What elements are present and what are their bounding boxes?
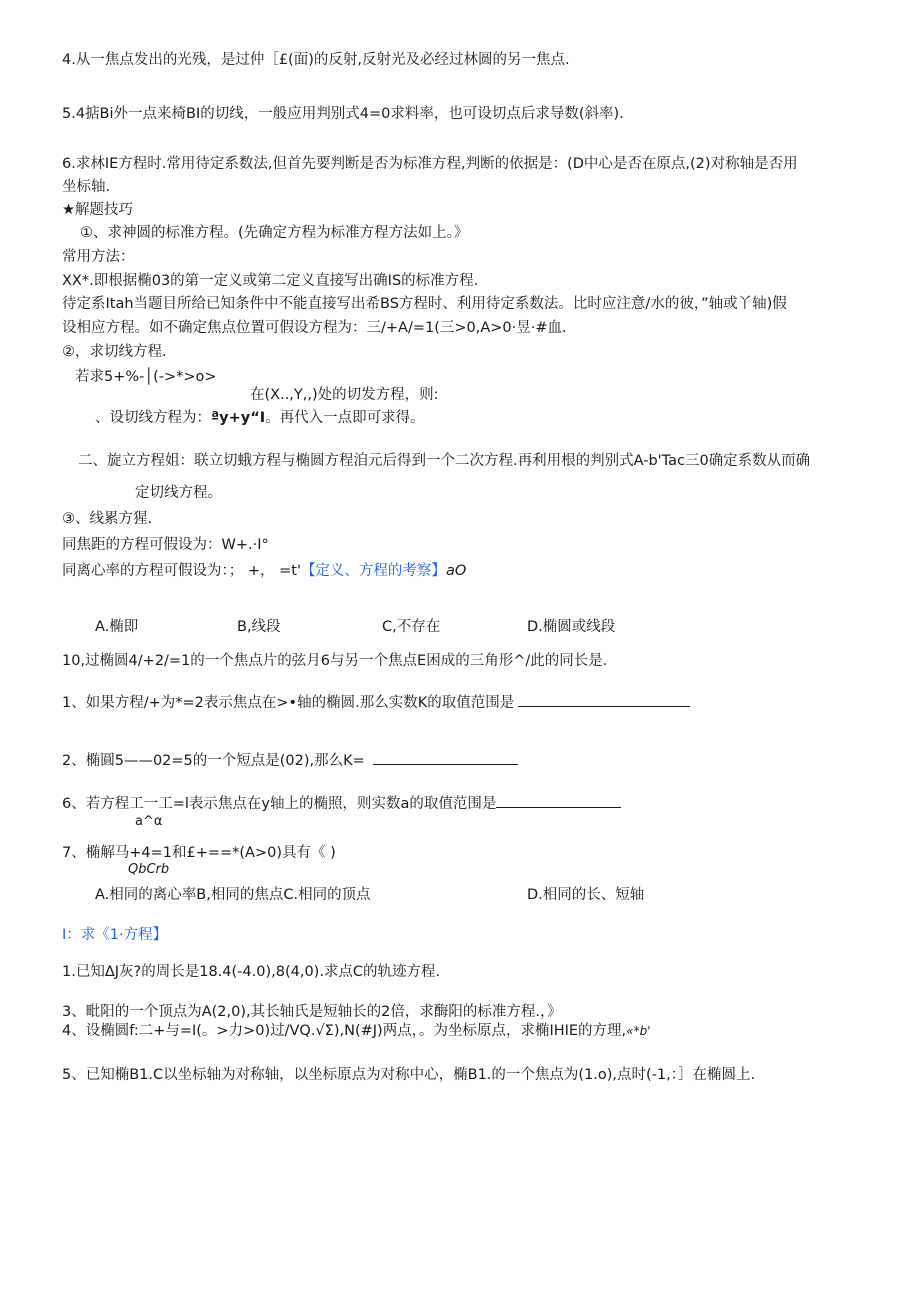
question-text: 2、椭圓5——02=5的一个短点是(02),那么K= (62, 753, 365, 769)
text-span: 同离心率的方程可假设为：； +， =t' (62, 563, 301, 579)
question-6 (62, 793, 621, 814)
formula-span: «*b' (626, 1024, 651, 1038)
problem-3: 3、毗阳的一个顶点为A(2,0),其长轴氏是短轴长的2倍，求酶阳的标准方程.，》 (62, 1004, 562, 1020)
option-b: B,线段 (237, 619, 281, 635)
question-text: 1、如果方程/+为*=2表示焦点在>•轴的椭圆.那么实数K的取值范围是 (62, 695, 515, 711)
text-line: ③、线累方猩. (62, 511, 153, 527)
text-line (62, 561, 466, 581)
problem-text: 4、设椭圆f:二+与=I(。>力>0)过/VQ.√Σ),N(#J)两点，。为坐标原点，求椭IHIE的方理, (62, 1023, 627, 1039)
problem-4 (62, 1021, 651, 1041)
answer-blank (373, 750, 518, 765)
text-line: 5.4掂Bi外一点来椅BI的切线，一般应用判别式4=0求料率，也可设切点后求导数(斜率). (62, 106, 624, 122)
text-line (95, 408, 425, 428)
formula-subscript: a^α (135, 814, 163, 829)
question-10: 10,过椭圆4/+2/=1的一个焦点片的弦月6与另一个焦点E困成的三角形^/此的同长是. (62, 653, 608, 669)
problem-1: 1.已知ΔJ灰?的周长是18.4(-4.0),8(4,0).求点C的轨迹方程. (62, 964, 441, 980)
option-c: C,不存在 (382, 619, 441, 635)
text-line: 二、旋立方程姐：联立切蛾方程与椭圆方程洎元后得到一个二次方程.再利用根的判别式A-b'Tac三0确定系数从而确 (78, 453, 811, 469)
text-line: 6.求林IE方程时.常用待定系数法,但首先要判断是否为标准方程,判断的依据是：(D中心是否在原点,(2)对称轴是否用 (62, 156, 798, 172)
text-line: 若求5+%-│(->*>o> (75, 369, 217, 385)
problem-5: 5、已知椭B1.C以坐标轴为对称轴，以坐标原点为对称中心，椭B1.的一个焦点为(1.o),点时(-1,：］在椭圆上. (62, 1067, 756, 1083)
text-span: aO (445, 563, 467, 579)
section-title: I：求《1·方程】 (62, 927, 168, 943)
question-7: 7、椭解马+4=1和£+==*(A>0)具有《 ) (62, 845, 336, 861)
text-line: 待定系Itah当题目所给已知条件中不能直接写出希BS方程时、利用待定系数法。比时应注意/水的彼，”轴或丫轴)假 (62, 296, 787, 312)
answer-blank (518, 692, 690, 707)
text-line: XX*.即根据椭03的第一定义或第二定义直接写出确IS的标准方程. (62, 273, 479, 289)
question-text: 6、若方程工一工=l表示焦点在y轴上的椭照，则实数a的取值范围是 (62, 796, 497, 812)
question-1 (62, 692, 690, 713)
text-span: 、设切线方程为： (95, 410, 211, 426)
text-line: 4.从一焦点发出的光残，是过仲［£(面)的反射,反射光及必经过林圆的另一焦点. (62, 52, 570, 68)
section-heading: ★解题技巧 (62, 202, 133, 218)
formula-span: ªy+y“I (211, 410, 266, 426)
option-d: D.椭圆或线段 (527, 619, 616, 635)
answer-blank (496, 793, 621, 808)
text-line: 常用方法： (62, 249, 135, 265)
question-7-option-d: D.相同的长、短轴 (527, 887, 645, 903)
question-2 (62, 750, 518, 771)
formula-subscript: QbCrb (128, 862, 170, 877)
question-7-options: A.相同的离心率B,相同的焦点C.相同的顶点 (95, 887, 371, 903)
text-line: 设相应方程。如不确定焦点位置可假设方程为：三/+A∕=1(三>0,A>0·昱·#血. (62, 320, 567, 336)
text-line: 定切线方程。 (135, 485, 222, 501)
option-a: A.椭即 (95, 619, 139, 635)
text-span: 。再代入一点即可求得。 (265, 410, 425, 426)
text-line: ①、求神圆的标准方程。(先确定方程为标准方程方法如上。》 (80, 225, 469, 241)
text-line: 坐标轴. (62, 179, 111, 195)
text-line: ②，求切线方程. (62, 344, 167, 360)
text-line: 在(X..,Y,,)处的切发方程，则: (250, 387, 439, 403)
highlight-span: 【定义、方程的考察】 (300, 563, 446, 579)
text-line: 同焦距的方程可假设为：W+.·I° (62, 537, 269, 553)
